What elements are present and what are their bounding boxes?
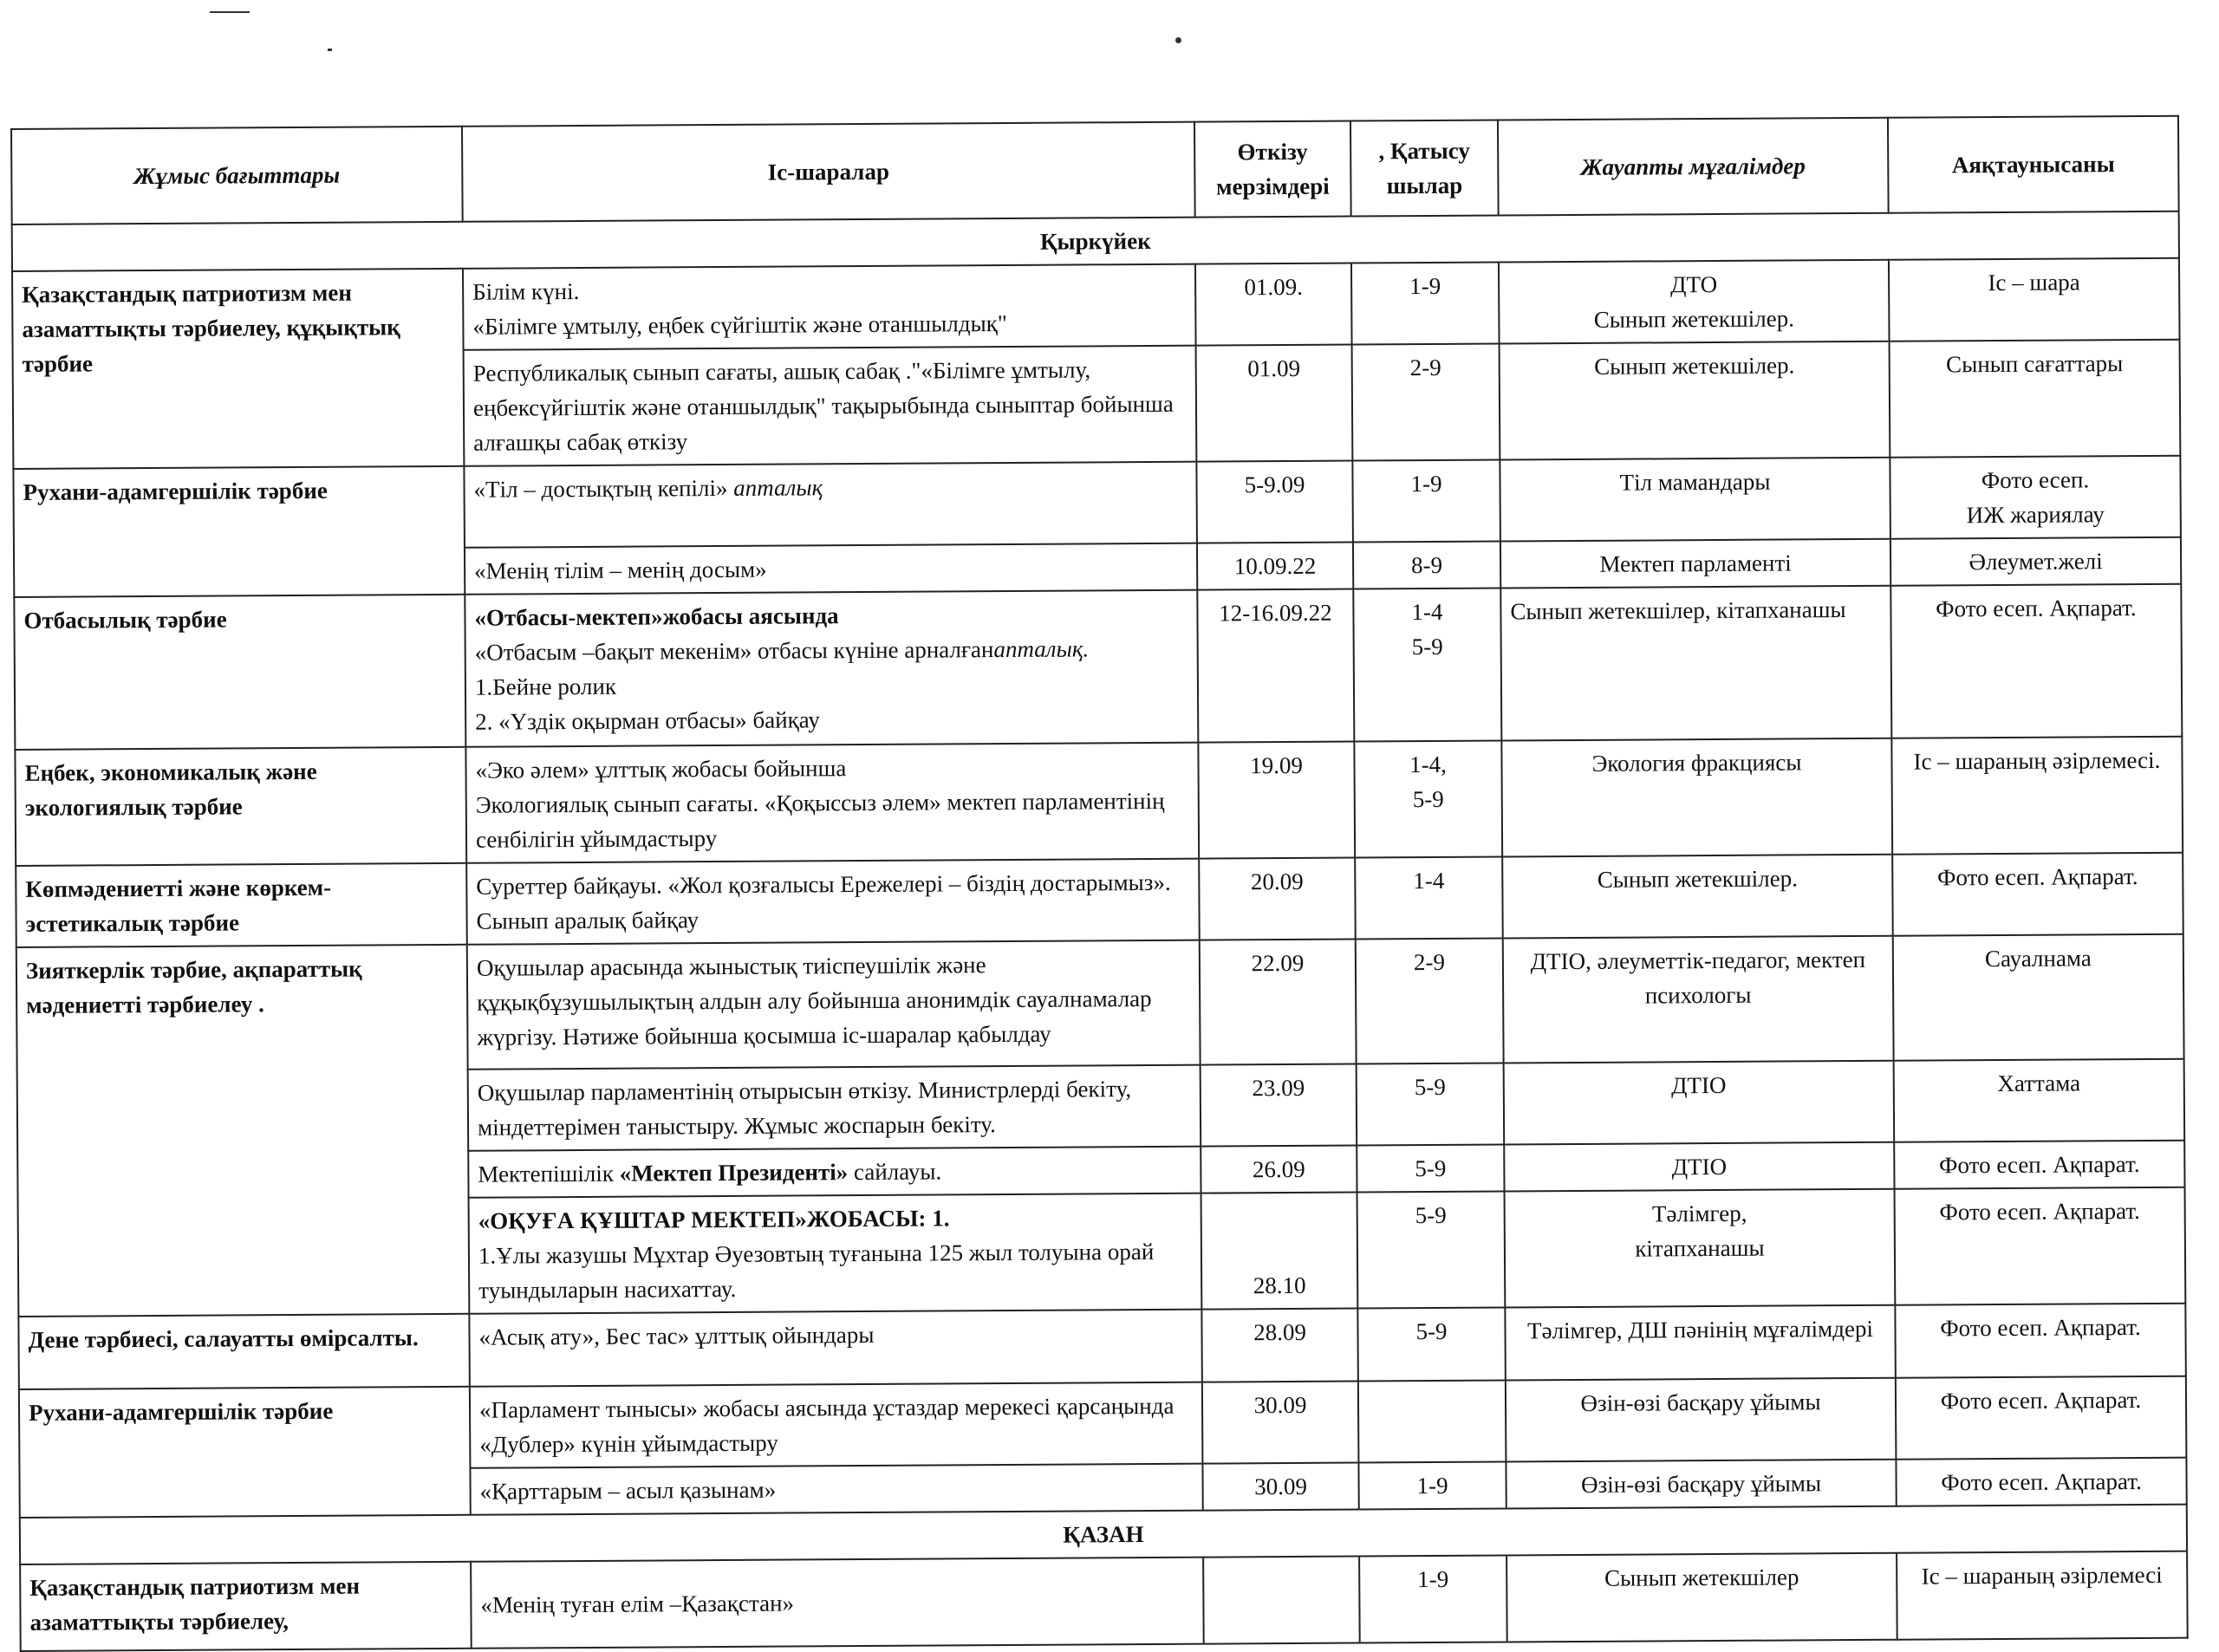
result-cell: Фото есеп. Ақпарат. — [1896, 1458, 2186, 1506]
header-row — [11, 116, 2179, 224]
responsible-cell: Өзін-өзі басқару ұйымы — [1506, 1378, 1897, 1462]
participants-cell: 2-9 — [1352, 344, 1500, 461]
event-text-italic: апталық. — [993, 635, 1090, 663]
date-cell: 12-16.09.22 — [1197, 589, 1354, 743]
result-cell: Фото есеп. Ақпарат. — [1890, 584, 2182, 738]
scan-mark-dot-center — [1175, 37, 1181, 43]
result-cell: Фото есеп. Ақпарат. — [1895, 1187, 2186, 1305]
event-cell: «Парламент тынысы» жобасы аясында ұстаздар мерекесі қарсаңында «Дублер» күнін ұйымдастыру — [470, 1382, 1203, 1468]
table-row — [16, 853, 2183, 947]
event-text — [475, 631, 1188, 670]
participants-cell: 1-9 — [1358, 1461, 1506, 1509]
responsible-cell: ДТІО — [1504, 1142, 1894, 1192]
scan-mark-dot-left — [328, 49, 332, 51]
event-text: Экологиялық сынып сағаты. «Қоқыссыз әлем» мектеп парламентінің сенбілігін ұйымдастыру — [475, 787, 1165, 853]
event-cell — [463, 264, 1196, 350]
date-cell: 28.09 — [1201, 1309, 1358, 1382]
participants-cell: 5-9 — [1357, 1144, 1504, 1192]
date-cell: 30.09 — [1202, 1463, 1358, 1511]
date-cell: 23.09 — [1201, 1064, 1357, 1147]
event-cell — [465, 743, 1199, 863]
participants-cell: 1-9 — [1351, 263, 1500, 345]
responsible-cell: Сынып жетекшілер. — [1502, 855, 1893, 939]
event-text-bold: «Отбасы-мектеп»жобасы аясында — [474, 602, 839, 631]
table-row — [14, 584, 2182, 750]
date-cell: 10.09.22 — [1197, 543, 1353, 590]
result-cell: Сынып сағаттары — [1890, 340, 2181, 458]
col-header-dates: Өткізу мерзімдері — [1194, 121, 1351, 218]
plan-table — [10, 115, 2189, 1652]
direction-cell: Отбасылық тәрбие — [14, 595, 465, 750]
date-cell: 26.09 — [1201, 1146, 1357, 1193]
event-cell: Оқушылар арасында жыныстық тиіспеушілік және құқықбұзушылықтың алдын алу бойынша анонимдік сауалнамалар жүргізу. Нәтиже бойынша қосымша іс-шаралар қабылдау — [467, 940, 1201, 1070]
direction-cell: Еңбек, экономикалық және экологиялық тәрбие — [15, 747, 466, 866]
date-cell: 01.09. — [1195, 263, 1352, 346]
event-text: 2. «Үздік оқырман отбасы» байқау — [475, 706, 820, 735]
responsible-cell: Сынып жетекшілер, кітапханашы — [1500, 586, 1891, 741]
table-row — [20, 1551, 2188, 1651]
participants-cell: 1-4 — [1355, 857, 1503, 940]
result-cell: Хаттама — [1894, 1059, 2185, 1142]
event-text: сайлауы. — [848, 1158, 942, 1186]
responsible-text: кітапханашы — [1635, 1234, 1765, 1262]
responsible-cell — [1505, 1189, 1896, 1308]
responsible-text: Сынып жетекшілер. — [1593, 305, 1795, 333]
event-text-bold: «Мектеп Президенті» — [619, 1159, 849, 1187]
date-cell: 22.09 — [1200, 940, 1357, 1065]
col-header-result: Аяқтаунысаны — [1888, 116, 2179, 213]
participants-cell: 5-9 — [1357, 1063, 1505, 1145]
participants-cell: 2-9 — [1356, 939, 1504, 1064]
event-text: 1.Бейне ролик — [474, 673, 617, 700]
result-cell: Фото есеп. Ақпарат. — [1895, 1304, 2186, 1378]
responsible-cell — [1499, 260, 1890, 344]
event-text: Мектепішілік — [478, 1160, 620, 1187]
participants-cell — [1353, 589, 1501, 742]
participants-cell: 8-9 — [1353, 542, 1500, 589]
event-text-italic: апталық — [733, 474, 823, 501]
document-page — [10, 128, 2177, 1652]
event-cell: «Қарттарым – асыл қазынам» — [470, 1464, 1202, 1515]
table-row — [18, 1304, 2185, 1389]
event-cell — [468, 1147, 1201, 1198]
event-cell: Оқушылар парламентінің отырысын өткізу. Министрлерді бекіту, міндеттерімен таныстыру. Жұмыс жоспарын бекіту. — [468, 1065, 1201, 1151]
event-text: Білім күні. — [472, 277, 580, 305]
event-cell: «Менің туған елім –Қазақстан» — [471, 1558, 1204, 1649]
responsible-cell: ДТІО, әлеуметтік-педагог, мектеп психологы — [1503, 936, 1894, 1063]
participants-text: 1-4, — [1409, 751, 1447, 778]
event-cell — [469, 1193, 1202, 1314]
direction-cell: Зияткерлік тәрбие, ақпараттық мәдениетті тәрбиелеу . — [16, 945, 470, 1317]
participants-text: 1-4 — [1411, 598, 1443, 626]
result-text: ИЖ жариялау — [1966, 501, 2105, 529]
event-cell: Республикалық сынып сағаты, ашық сабақ ."«Білімге ұмтылу, еңбексүйгіштік және отаншылдық" тақырыбында сыныптар бойынша алғашқы сабақ өткізу — [464, 346, 1197, 466]
scan-mark-top-left — [210, 11, 250, 13]
event-text-part: «Отбасым –бақыт мекенім» отбасы күніне арналған — [474, 636, 994, 666]
participants-text: 5-9 — [1411, 633, 1443, 660]
direction-cell: Қазақстандық патриотизм мен азаматтықты тәрбиелеу, — [20, 1562, 472, 1651]
responsible-cell: Тәлімгер, ДШ пәнінің мұғалімдері — [1505, 1305, 1896, 1381]
date-cell: 20.09 — [1199, 858, 1356, 940]
participants-cell: 5-9 — [1357, 1191, 1506, 1308]
col-header-direction: Жұмыс бағыттары — [11, 127, 463, 224]
participants-cell: 1-9 — [1352, 460, 1500, 543]
month-october: ҚАЗАН — [20, 1505, 2187, 1564]
responsible-cell: Мектеп парламенті — [1500, 539, 1890, 589]
direction-cell: Қазақстандық патриотизм мен азаматтықты тәрбиелеу, құқықтық тәрбие — [12, 269, 464, 469]
direction-cell: Дене тәрбиесі, салауатты өмірсалты. — [18, 1314, 470, 1389]
responsible-cell: Экология фракциясы — [1501, 738, 1892, 857]
direction-cell: Көпмәдениетті және көркем-эстетикалық тәрбие — [16, 863, 467, 947]
event-text: 1.Ұлы жазушы Мұхтар Әуезовтың туғанына 125 жыл толуына орай туындыларын насихаттау. — [478, 1238, 1155, 1304]
result-cell — [1890, 456, 2181, 539]
event-text: «Тіл – достықтың кепілі» — [473, 474, 734, 503]
table-row — [19, 1376, 2187, 1471]
date-cell: 5-9.09 — [1196, 461, 1353, 543]
result-cell: Фото есеп. Ақпарат. — [1896, 1376, 2187, 1460]
responsible-text: ДТО — [1670, 270, 1718, 298]
table-row — [15, 737, 2183, 866]
participants-cell: 1-9 — [1359, 1555, 1507, 1642]
direction-cell: Рухани-адамгершілік тәрбие — [13, 466, 465, 597]
result-cell: Іс – шараның әзірлемесі — [1897, 1551, 2188, 1640]
table-row — [12, 258, 2180, 353]
event-text-bold-suffix: 1. — [926, 1205, 950, 1232]
responsible-cell: Сынып жетекшілер. — [1500, 341, 1890, 460]
col-header-participants: , Қатысу шылар — [1350, 120, 1499, 217]
event-text-bold: «ОҚУҒА ҚҰШТАР МЕКТЕП»ЖОБАСЫ: — [478, 1205, 927, 1234]
participants-text: 5-9 — [1412, 785, 1444, 813]
event-cell: «Менің тілім – менің досым» — [465, 543, 1197, 595]
month-september: Қыркүйек — [12, 211, 2179, 271]
date-cell: 30.09 — [1202, 1382, 1359, 1464]
event-cell — [464, 462, 1197, 548]
direction-cell: Рухани-адамгершілік тәрбие — [19, 1387, 471, 1518]
participants-cell — [1354, 741, 1502, 858]
result-text: Фото есеп. — [1981, 466, 2090, 494]
col-header-events: Іс-шаралар — [462, 122, 1195, 222]
responsible-cell: Сынып жетекшілер — [1506, 1553, 1897, 1642]
participants-cell — [1358, 1380, 1506, 1462]
responsible-cell: Өзін-өзі басқару ұйымы — [1506, 1460, 1896, 1509]
responsible-cell: ДТІО — [1504, 1061, 1895, 1145]
date-cell: 28.10 — [1201, 1193, 1358, 1310]
table-row — [16, 934, 2184, 1072]
responsible-cell: Тіл мамандары — [1500, 458, 1890, 542]
participants-cell: 5-9 — [1357, 1307, 1506, 1381]
table-row — [13, 456, 2181, 550]
event-text: «Эко әлем» ұлттық жобасы бойынша — [475, 755, 847, 784]
date-cell — [1203, 1557, 1360, 1644]
result-cell: Фото есеп. Ақпарат. — [1892, 853, 2183, 936]
result-cell: Сауалнама — [1893, 934, 2184, 1061]
date-cell: 19.09 — [1198, 742, 1355, 859]
event-text — [478, 1200, 1192, 1239]
col-header-responsible: Жауапты мұғалімдер — [1498, 118, 1889, 216]
result-cell: Іс – шараның әзірлемесі. — [1891, 737, 2183, 855]
result-cell: Фото есеп. Ақпарат. — [1894, 1141, 2184, 1189]
event-text: «Білімге ұмтылу, еңбек сүйгіштік және отаншылдық" — [472, 309, 1007, 340]
event-cell: Суреттер байқауы. «Жол қозғалысы Ережелері – біздің достарымыз». Сынып аралық байқау — [466, 859, 1200, 945]
result-cell: Іс – шара — [1889, 258, 2180, 341]
event-cell: «Асық ату», Бес тас» ұлттық ойындары — [469, 1310, 1201, 1387]
result-cell: Әлеумет.желі — [1890, 537, 2181, 586]
responsible-text: Тәлімгер, — [1651, 1200, 1747, 1227]
date-cell: 01.09 — [1196, 345, 1353, 462]
event-cell — [465, 590, 1198, 747]
